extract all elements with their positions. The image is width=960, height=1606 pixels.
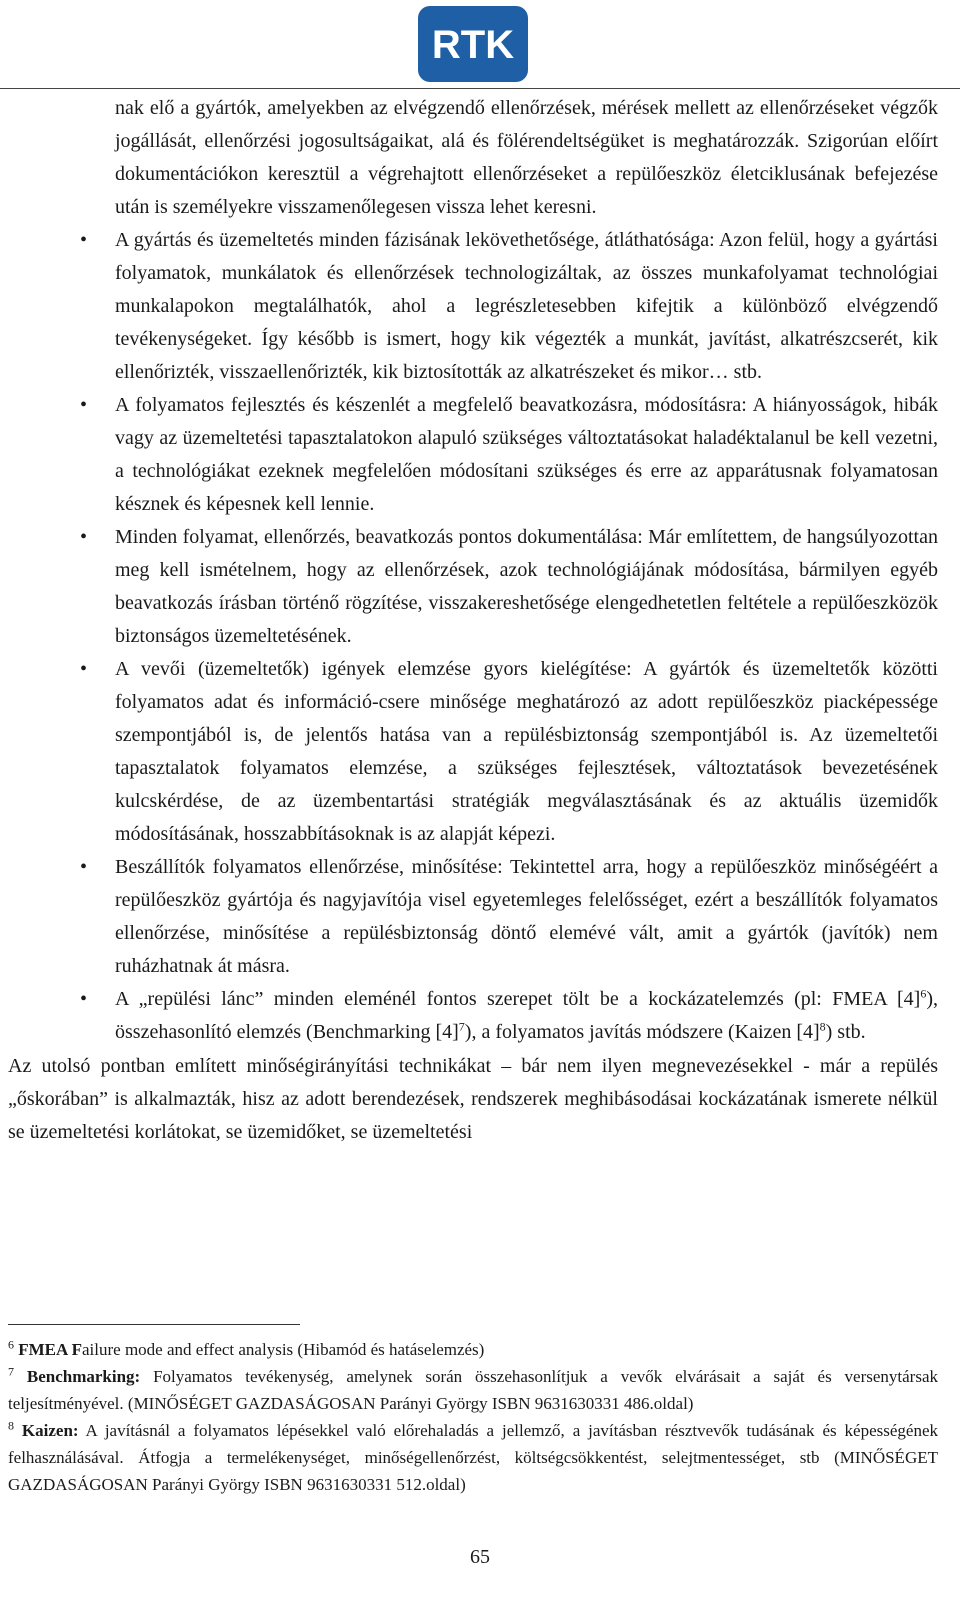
footnote-text: ailure mode and effect analysis (Hibamód és hatáselemzés) bbox=[82, 1340, 485, 1359]
body-text bbox=[8, 92, 938, 1149]
footnotes bbox=[8, 1336, 938, 1498]
last-bullet-part2: ), összehasonlító elemzés (Benchmarking [4] bbox=[115, 988, 938, 1043]
rtk-logo-mark bbox=[425, 16, 521, 72]
final-paragraph: Az utolsó pontban említett minőségirányítási technikákat – bár nem ilyen megnevezésekkel - már a repülés „őskorában” is alkalmazták, hisz az adott berendezések, rendszerek meghibásodásai kockázatának ismerete nélkül se üzemeltetési korlátokat, se üzemidőket, se üzemeltetési bbox=[8, 1055, 938, 1143]
bullet-icon: • bbox=[80, 229, 88, 251]
bullet-icon: • bbox=[80, 658, 88, 680]
footnote-6 bbox=[8, 1336, 938, 1363]
page-number: 65 bbox=[470, 1546, 490, 1568]
list-item bbox=[80, 983, 938, 1049]
footnote-8 bbox=[8, 1417, 938, 1498]
logo bbox=[418, 6, 528, 82]
last-bullet-part4: ) stb. bbox=[825, 1021, 866, 1043]
footnote-7 bbox=[8, 1363, 938, 1417]
list-item-text: A gyártás és üzemeltetés minden fázisának lekövethetősége, átláthatósága: Azon felül, hogy a gyártási folyamatok, munkálatok és ellenőrzések technologizáltak, az összes munkafolyamat technológiai munkalapokon megtalálhatók, ahol a legrészletesebben kifejtik a különböző elvégzendő tevékenységeket. Így később is ismert, hogy kik végezték a munkát, javítást, alkatrészcserét, kik ellenőrizték, visszaellenőrizték, kik biztosították az alkatrészeket és mikor… stb. bbox=[115, 229, 938, 383]
footnote-number: 6 bbox=[8, 1337, 14, 1352]
bullet-icon: • bbox=[80, 394, 88, 416]
footnote-number: 7 bbox=[8, 1364, 14, 1379]
footnote-ref-7[interactable]: 7 bbox=[458, 1019, 465, 1034]
list-item bbox=[80, 224, 938, 389]
footnote-ref-8[interactable]: 8 bbox=[819, 1019, 826, 1034]
list-item bbox=[80, 653, 938, 851]
footnote-term: FMEA F bbox=[18, 1340, 82, 1359]
footnote-ref-6[interactable]: 6 bbox=[920, 986, 927, 1001]
bullet-list bbox=[8, 224, 938, 1049]
list-item bbox=[80, 389, 938, 521]
last-bullet-part1: A „repülési lánc” minden eleménél fontos szerepet tölt be a kockázatelemzés (pl: FMEA [4] bbox=[115, 988, 921, 1010]
bullet-icon: • bbox=[80, 526, 88, 548]
footnote-term: Kaizen: bbox=[21, 1421, 79, 1440]
footnote-text: Folyamatos tevékenység, amelynek során összehasonlítjuk a vevők elvárásait a saját és versenytársak teljesítményével. (MINŐSÉGET GAZDASÁGOSAN Parányi György ISBN 9631630331 486.oldal) bbox=[8, 1367, 939, 1413]
intro-continuation: nak elő a gyártók, amelyekben az elvégzendő ellenőrzések, mérések mellett az ellenőrzéseket végzők jogállását, ellenőrzési jogosultságaikat, alá és fölérendeltségüket is meghatározzák. Szigorúan előírt dokumentációkon keresztül a végrehajtott ellenőrzéseket a repülőeszköz életciklusának befejezése után is személyekre visszamenőlegesen vissza lehet keresni. bbox=[115, 97, 938, 218]
header-rule bbox=[0, 88, 960, 89]
bullet-icon: • bbox=[80, 856, 88, 878]
list-item bbox=[80, 851, 938, 983]
last-bullet-part3: ), a folyamatos javítás módszere (Kaizen [4] bbox=[464, 1021, 820, 1043]
footnote-text: A javításnál a folyamatos lépésekkel való előrehaladás a jellemző, a javításban résztvevők tudásának és képességének felhasználásával. Átfogja a termelékenységet, minőségellenőrzést, költségcsökkentést, selejtmentességet, stb (MINŐSÉGET GAZDASÁGOSAN Parányi György ISBN 9631630331 512.oldal) bbox=[8, 1421, 938, 1494]
footnote-separator bbox=[8, 1324, 300, 1325]
footnote-number: 8 bbox=[8, 1418, 14, 1433]
list-item-text: A vevői (üzemeltetők) igények elemzése gyors kielégítése: A gyártók és üzemeltetők közötti folyamatos adat és információ-csere minősége meghatározó az adott repülőeszköz piacképessége szempontjából is, de jelentős hatása van a repülésbiztonság szempontjából is. Az üzemeltetői tapasztalatok folyamatos elemzése, a szükséges fejlesztések, változtatások bevezetésének kulcskérdése, de az üzembentartási stratégiák megválasztásának és az aktuális üzemidők módosításának, hosszabbításoknak is az alapját képezi. bbox=[115, 658, 938, 845]
list-item-text: A folyamatos fejlesztés és készenlét a megfelelő beavatkozásra, módosításra: A hiányosságok, hibák vagy az üzemeltetési tapasztalatokon alapuló szükséges változtatásokat haladéktalanul be kell vezetni, a technológiákat ezeknek megfelelően módosítani szükséges és erre az apparátusnak folyamatosan késznek és képesnek kell lennie. bbox=[115, 394, 938, 515]
list-item-text: Beszállítók folyamatos ellenőrzése, minősítése: Tekintettel arra, hogy a repülőeszköz minőségéért a repülőeszköz gyártója és nagyjavítója visel egyetemleges felelősséget, ezért a beszállítók folyamatos ellenőrzése, minősítése a repülésbiztonság döntő elemévé vált, amit a gyártók (javítók) nem ruházhatnak át másra. bbox=[115, 856, 938, 977]
footnote-term: Benchmarking: bbox=[26, 1367, 141, 1386]
list-item bbox=[80, 521, 938, 653]
list-item-text: Minden folyamat, ellenőrzés, beavatkozás pontos dokumentálása: Már említettem, de hangsúlyozottan meg kell ismételnem, hogy az ellenőrzések, azok technológiájának módosítása, bármilyen egyéb beavatkozás írásban történő rögzítése, visszakereshetősége elengedhetetlen feltétele a repülőeszközök biztonságos üzemeltetésének. bbox=[115, 526, 938, 647]
logo-text: RTK bbox=[431, 23, 515, 67]
bullet-icon: • bbox=[80, 988, 88, 1010]
